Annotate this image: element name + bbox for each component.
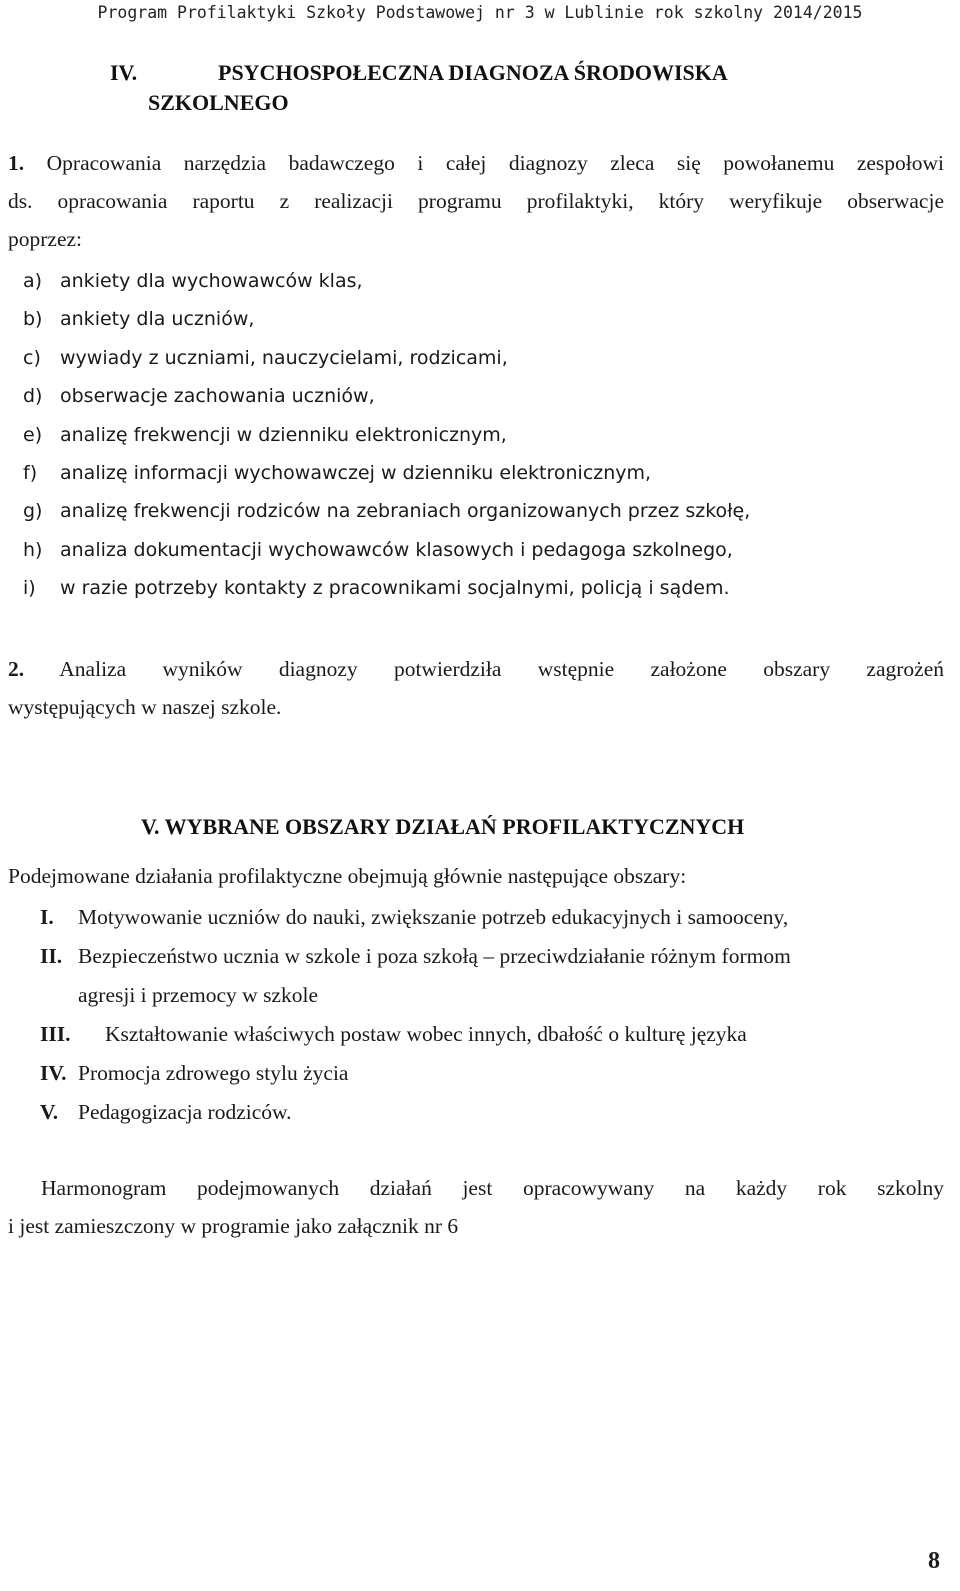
area-number: I.: [40, 905, 54, 929]
paragraph-2-number: 2.: [8, 657, 25, 681]
list-item-text: ankiety dla wychowawców klas,: [60, 270, 363, 292]
list-marker: b): [23, 308, 43, 331]
closing-paragraph: [8, 1169, 944, 1245]
list-item: [23, 262, 943, 300]
list-marker: a): [23, 270, 43, 292]
area-number: V.: [40, 1100, 59, 1124]
area-text-continuation: agresji i przemocy w szkole: [78, 983, 318, 1007]
paragraph-1-line2: ds. opracowania raportu z realizacji programu profilaktyki, który weryfikuje obserwacje: [8, 189, 944, 213]
area-number: II.: [40, 944, 63, 968]
list-item: [23, 492, 943, 530]
area-text: Kształtowanie właściwych postaw wobec innych, dbałość o kulturę języka: [105, 1022, 747, 1046]
area-number: IV.: [40, 1061, 67, 1085]
paragraph-1-line1: Opracowania narzędzia badawczego i całej diagnozy zleca się powołanemu zespołowi: [46, 151, 944, 175]
area-text: Promocja zdrowego stylu życia: [78, 1061, 349, 1085]
paragraph-2-line1: Analiza wyników diagnozy potwierdziła wstępnie założone obszary zagrożeń: [59, 657, 944, 681]
list-item: [23, 416, 943, 454]
page-number: 8: [928, 1548, 940, 1574]
section-iv-number: IV.: [110, 60, 138, 85]
list-item-text: ankiety dla uczniów,: [60, 308, 255, 331]
list-marker: g): [23, 500, 43, 523]
section-iv-title: [110, 58, 870, 118]
area-item: [40, 1015, 945, 1054]
list-item: [23, 339, 943, 377]
list-item: [23, 454, 943, 492]
methods-list: [23, 262, 943, 608]
paragraph-1-line3: poprzez:: [8, 227, 83, 251]
list-marker: f): [23, 462, 38, 485]
paragraph-1: [8, 144, 944, 258]
area-text: Motywowanie uczniów do nauki, zwiększanie potrzeb edukacyjnych i samooceny,: [78, 905, 789, 929]
paragraph-1-number: 1.: [8, 151, 25, 175]
list-marker: d): [23, 385, 43, 408]
closing-line2: i jest zamieszczony w programie jako załącznik nr 6: [8, 1214, 459, 1238]
list-item-text: analizę frekwencji rodziców na zebraniach organizowanych przez szkołę,: [60, 500, 751, 523]
list-item-text: analizę informacji wychowawczej w dzienniku elektronicznym,: [60, 462, 652, 485]
area-item: [40, 1054, 945, 1093]
area-number: III.: [40, 1022, 71, 1046]
list-marker: i): [23, 577, 36, 600]
list-item: [23, 377, 943, 415]
section-iv-title-line1: PSYCHOSPOŁECZNA DIAGNOZA ŚRODOWISKA: [218, 60, 728, 85]
area-text: Pedagogizacja rodziców.: [78, 1100, 292, 1124]
list-item-text: analiza dokumentacji wychowawców klasowych i pedagoga szkolnego,: [60, 538, 733, 561]
areas-list: [40, 898, 945, 1132]
section-iv-title-line2: SZKOLNEGO: [148, 90, 289, 115]
running-header: Program Profilaktyki Szkoły Podstawowej nr 3 w Lublinie rok szkolny 2014/2015: [97, 3, 863, 22]
list-marker: e): [23, 423, 43, 446]
list-item: [23, 531, 943, 569]
area-text: Bezpieczeństwo ucznia w szkole i poza szkołą – przeciwdziałanie różnym formom: [78, 944, 791, 968]
section-v-intro: Podejmowane działania profilaktyczne obejmują głównie następujące obszary:: [8, 864, 687, 888]
list-item-text: w razie potrzeby kontakty z pracownikami socjalnymi, policją i sądem.: [60, 577, 730, 600]
paragraph-2-line2: występujących w naszej szkole.: [8, 695, 282, 719]
area-item: [40, 937, 945, 1015]
list-item: [23, 569, 943, 607]
list-item-text: obserwacje zachowania uczniów,: [60, 385, 375, 408]
list-item: [23, 300, 943, 338]
closing-line1: Harmonogram podejmowanych działań jest opracowywany na każdy rok szkolny: [41, 1176, 944, 1200]
list-marker: h): [23, 538, 43, 561]
area-item: [40, 1093, 945, 1132]
list-item-text: wywiady z uczniami, nauczycielami, rodzicami,: [60, 346, 508, 369]
list-item-text: analizę frekwencji w dzienniku elektronicznym,: [60, 423, 507, 446]
area-item: [40, 898, 945, 937]
list-marker: c): [23, 346, 41, 369]
paragraph-2: [8, 650, 944, 726]
section-v-title: V. WYBRANE OBSZARY DZIAŁAŃ PROFILAKTYCZNYCH: [141, 814, 745, 839]
